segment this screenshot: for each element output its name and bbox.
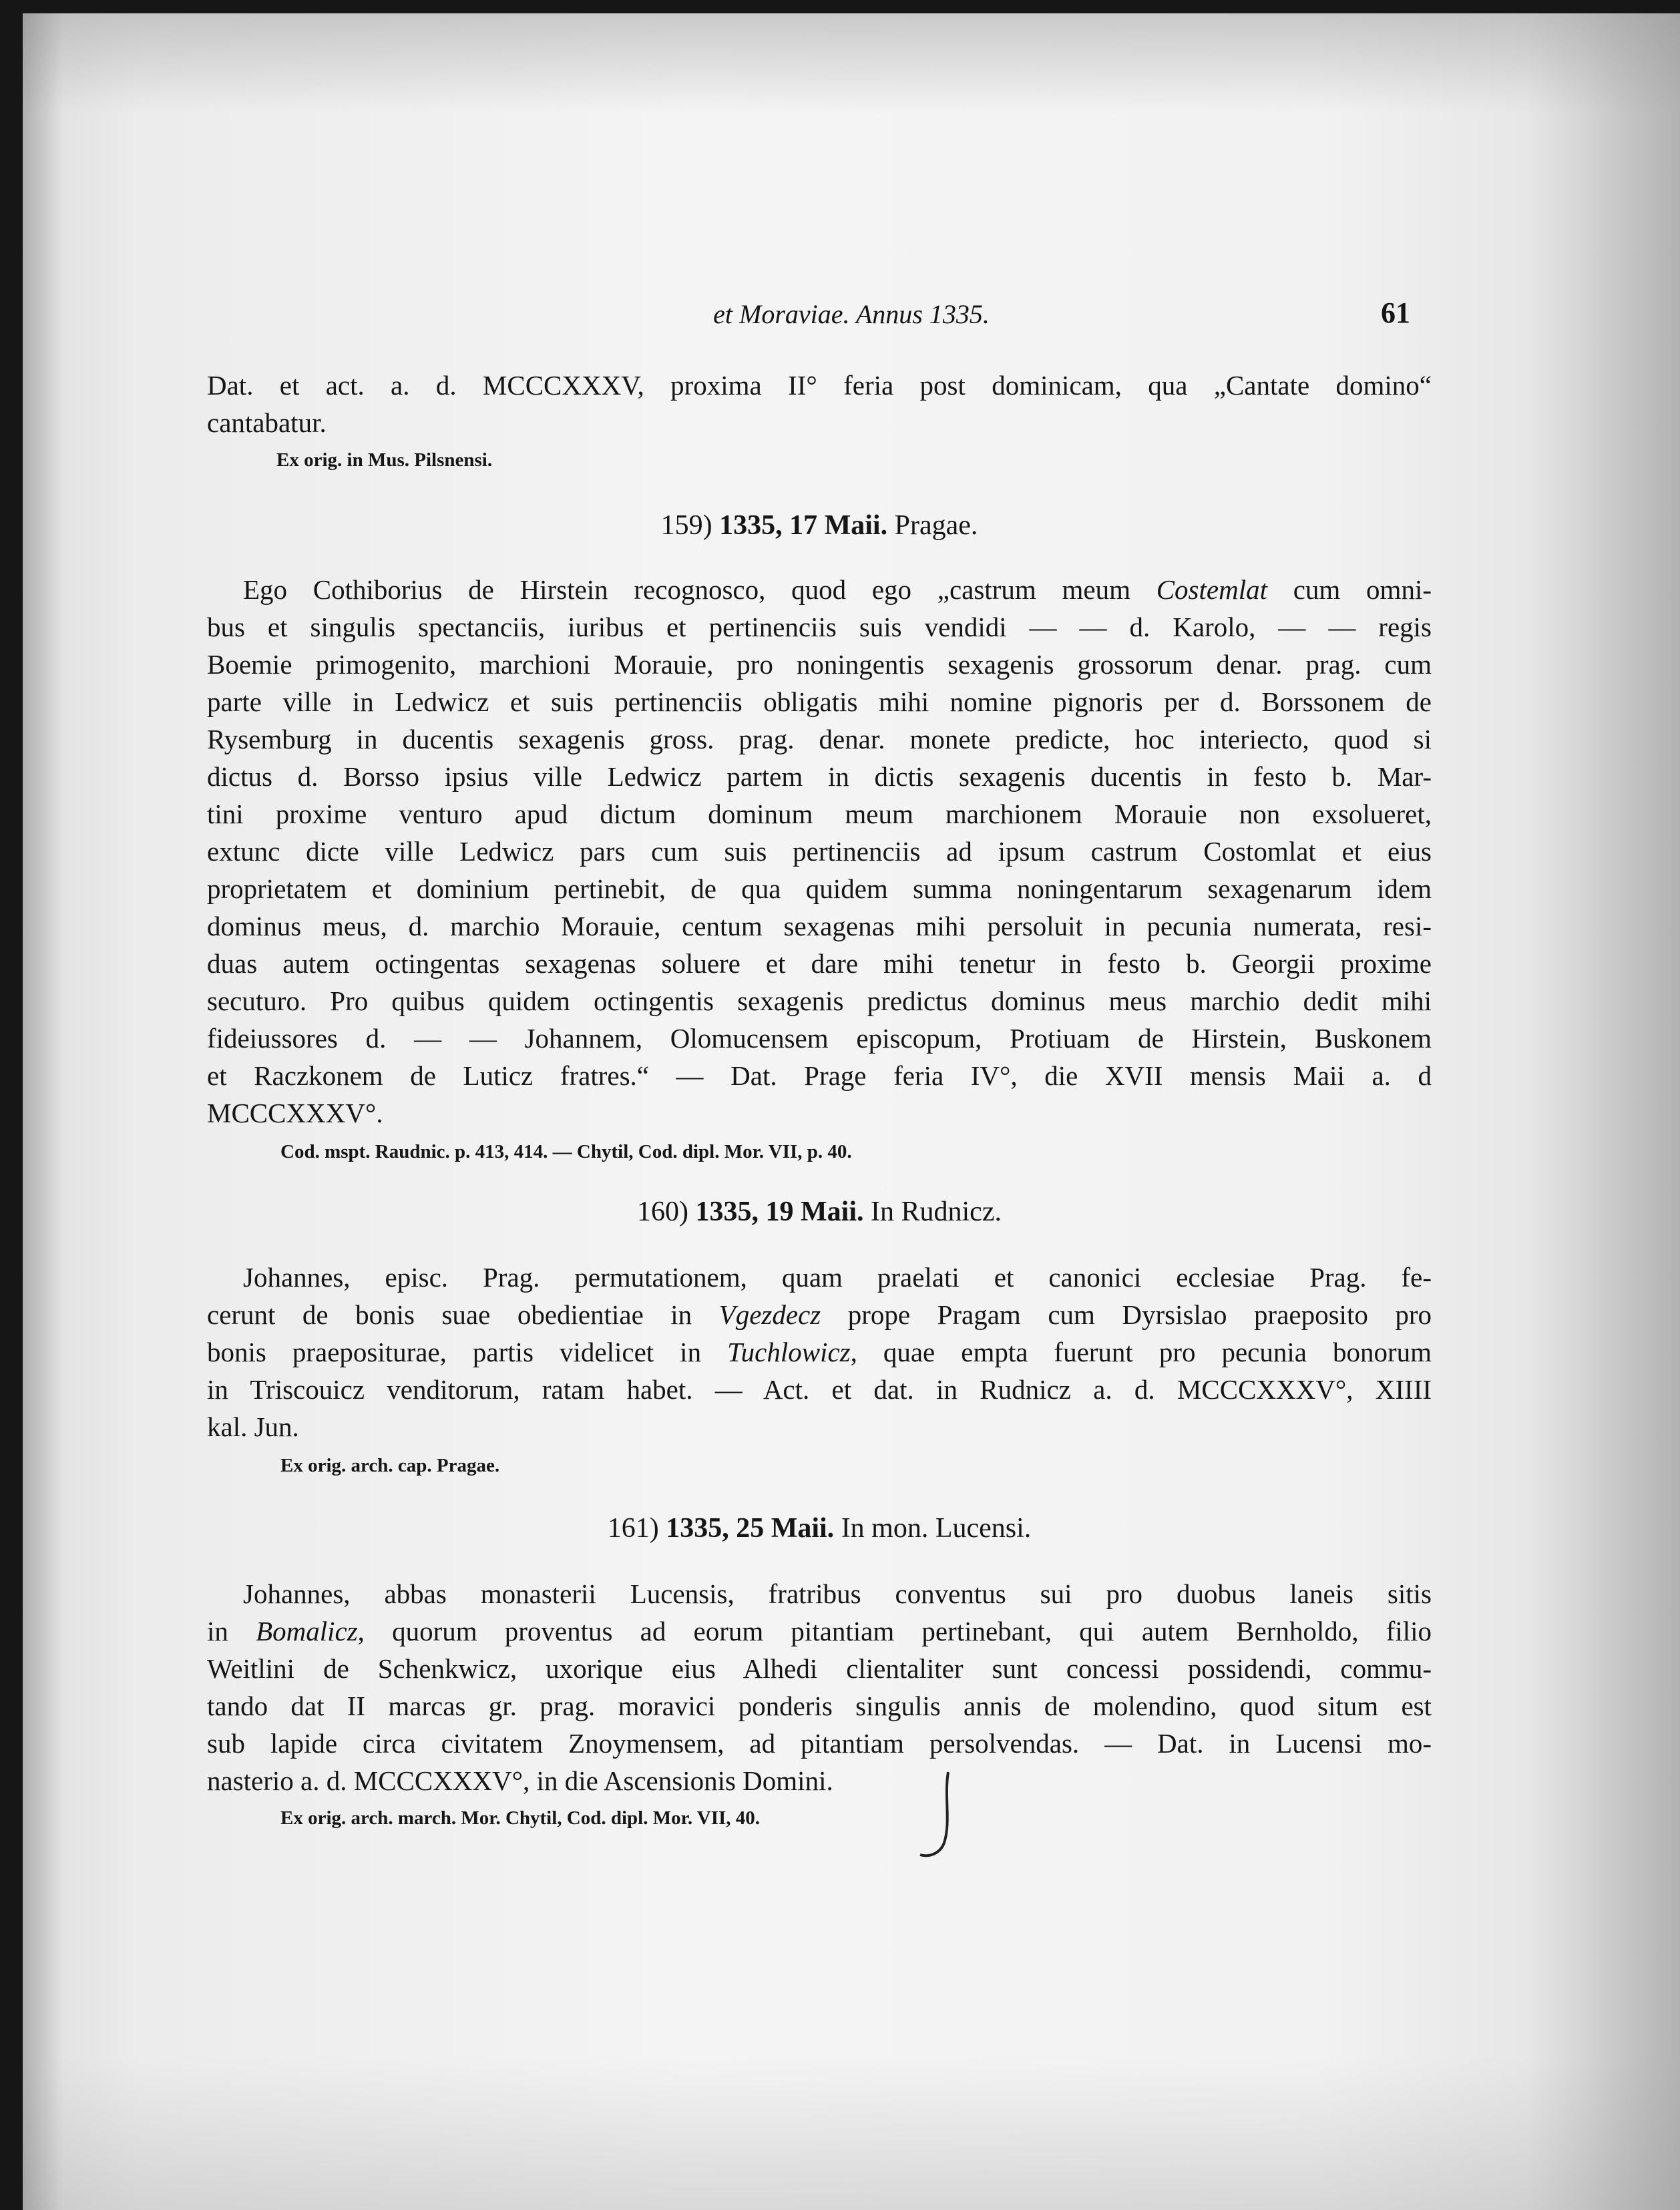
page-number: 61 (1381, 296, 1410, 329)
entry-place: In Rudnicz. (871, 1196, 1002, 1227)
text-line: kal. Jun. (207, 1411, 299, 1442)
text-line: Johannes, abbas monasterii Lucensis, fratribus conventus sui pro duobus laneis sitis (243, 1578, 1432, 1609)
page-shadow-top (23, 13, 1680, 114)
entry-date: 1335, 19 Maii. (695, 1196, 864, 1227)
source-note: Ex orig. arch. march. Mor. Chytil, Cod. dipl. Mor. VII, 40. (280, 1807, 761, 1829)
text-line: secuturo. Pro quibus quidem octingentis sexagenis predictus dominus meus marchio dedit mihi (207, 985, 1432, 1016)
entry-heading-160 (207, 1190, 1432, 1234)
text-line: nasterio a. d. MCCCXXXV°, in die Ascensionis Domini. (207, 1765, 833, 1796)
text-line: proprietatem et dominium pertinebit, de qua quidem summa noningentarum sexagenarum idem (207, 873, 1432, 904)
entry-place: Pragae. (894, 510, 978, 541)
page-shadow-bottom (23, 2056, 1680, 2210)
text-line: tando dat II marcas gr. prag. moravici ponderis singulis annis de molendino, quod situm est (207, 1691, 1432, 1721)
text-line: in Bomalicz, quorum proventus ad eorum pitantiam pertinebant, qui autem Bernholdo, filio (207, 1616, 1432, 1646)
text-line: parte ville in Ledwicz et suis pertinenciis obligatis mihi nomine pignoris per d. Borssonem de (207, 686, 1432, 717)
text-line: Johannes, episc. Prag. permutationem, quam praelati et canonici ecclesiae Prag. fe- (243, 1262, 1432, 1293)
source-note: Ex orig. in Mus. Pilsnensi. (276, 449, 493, 471)
text-line: MCCCXXXV°. (207, 1098, 383, 1128)
entry-date: 1335, 17 Maii. (719, 510, 888, 541)
text-line: duas autem octingentas sexagenas soluere et dare mihi tenetur in festo b. Georgii proxime (207, 948, 1432, 979)
running-title: et Moraviae. Annus 1335. (713, 299, 990, 329)
page-shadow-left (23, 13, 63, 2210)
text-line: bonis praepositurae, partis videlicet in Tuchlowicz, quae empta fuerunt pro pecunia bonorum (207, 1337, 1432, 1367)
entry-number: 159) (660, 510, 712, 541)
entry-date: 1335, 25 Maii. (666, 1513, 835, 1544)
text-line: fideiussores d. — — Johannem, Olomucensem episcopum, Protiuam de Hirstein, Buskonem (207, 1023, 1432, 1054)
text-line: Boemie primogenito, marchioni Morauie, pro noningentis sexagenis grossorum denar. prag. cum (207, 649, 1432, 680)
page-shadow-right (1526, 13, 1680, 2210)
pencil-bracket-mark (917, 1769, 964, 1863)
text-line: extunc dicte ville Ledwicz pars cum suis pertinenciis ad ipsum castrum Costomlat et eius (207, 836, 1432, 867)
text-line: cantabatur. (207, 407, 327, 438)
text-line: Dat. et act. a. d. MCCCXXXV, proxima II° feria post dominicam, qua „Cantate domino“ (207, 370, 1432, 401)
source-note: Cod. mspt. Raudnic. p. 413, 414. — Chytil, Cod. dipl. Mor. VII, p. 40. (280, 1141, 852, 1162)
text-line: Rysemburg in ducentis sexagenis gross. prag. denar. monete predicte, hoc interiecto, quod si (207, 724, 1432, 754)
entry-heading-159 (207, 503, 1432, 547)
text-line: bus et singulis spectanciis, iuribus et pertinenciis suis vendidi — — d. Karolo, — — regis (207, 612, 1432, 642)
text-line: in Triscouicz venditorum, ratam habet. — Act. et dat. in Rudnicz a. d. MCCCXXXV°, XIIII (207, 1374, 1432, 1405)
text-line: Weitlini de Schenkwicz, uxorique eius Alhedi clientaliter sunt concessi possidendi, commu- (207, 1653, 1432, 1684)
book-page (23, 13, 1680, 2210)
text-line: dominus meus, d. marchio Morauie, centum sexagenas mihi persoluit in pecunia numerata, resi- (207, 911, 1432, 941)
text-line: et Raczkonem de Luticz fratres.“ — Dat. Prage feria IV°, die XVII mensis Maii a. d (207, 1060, 1432, 1091)
text-line: sub lapide circa civitatem Znoymensem, ad pitantiam persolvendas. — Dat. in Lucensi mo- (207, 1728, 1432, 1759)
entry-number: 160) (637, 1196, 689, 1227)
entry-place: In mon. Lucensi. (841, 1513, 1032, 1544)
text-line: Ego Cothiborius de Hirstein recognosco, quod ego „castrum meum Costemlat cum omni- (243, 574, 1432, 605)
source-note: Ex orig. arch. cap. Pragae. (280, 1455, 500, 1476)
text-line: dictus d. Borsso ipsius ville Ledwicz partem in dictis sexagenis ducentis in festo b. Mar- (207, 761, 1432, 792)
entry-number: 161) (607, 1513, 659, 1544)
entry-heading-161 (207, 1506, 1432, 1550)
text-line: cerunt de bonis suae obedientiae in Vgezdecz prope Pragam cum Dyrsislao praeposito pro (207, 1299, 1432, 1330)
text-line: tini proxime venturo apud dictum dominum meum marchionem Morauie non exsolueret, (207, 799, 1432, 829)
